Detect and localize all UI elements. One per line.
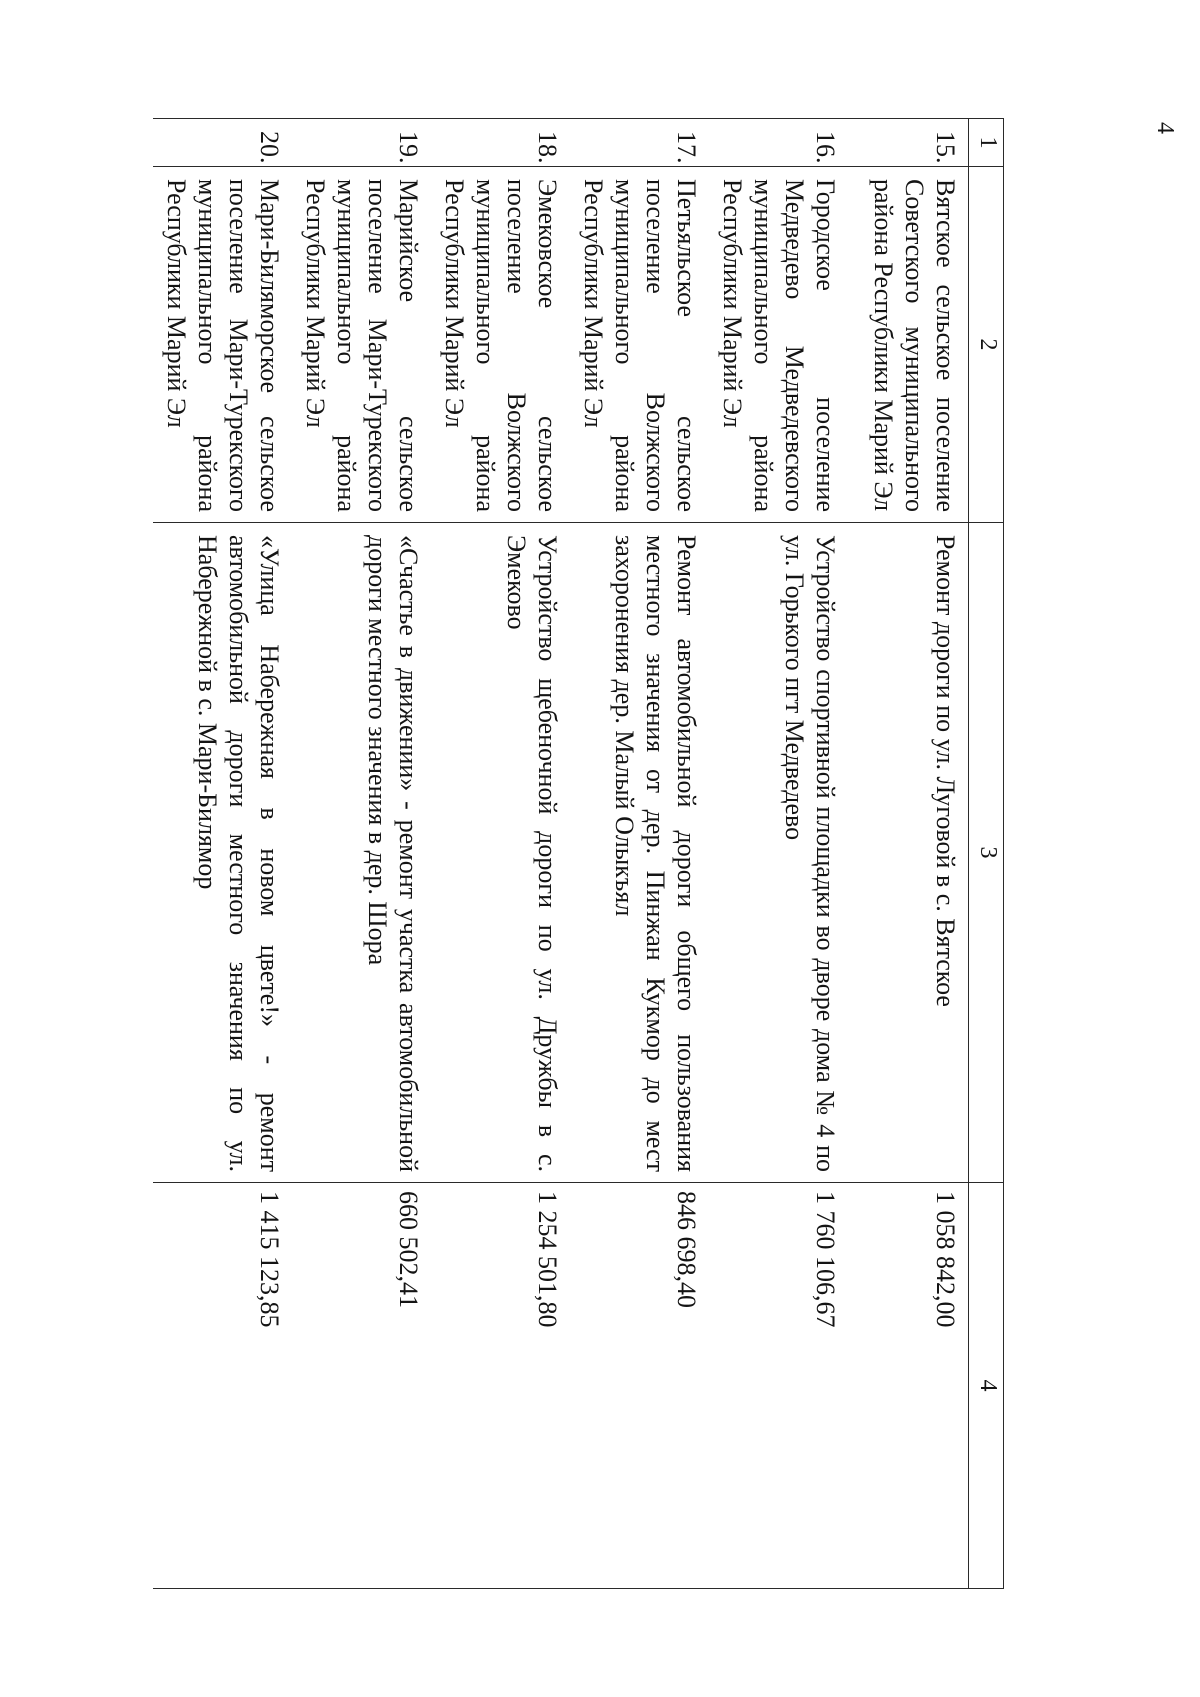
subsidy-amount: 660 502,41 [293, 1183, 432, 1589]
row-number: 15. [849, 119, 969, 167]
column-header-1: 1 [969, 119, 1004, 167]
municipality-name: Мари-Биляморское сельское поселение Мари-Турекского муниципального района Республики Марий Эл [154, 167, 293, 523]
municipality-name: Марийское сельское поселение Мари-Турекского муниципального района Республики Марий Эл [293, 167, 432, 523]
row-number: 20. [154, 119, 293, 167]
column-header-4: 4 [969, 1183, 1004, 1589]
project-description: Ремонт автомобильной дороги общего пользования местного значения от дер. Пинжан Кукмор до мест захоронения дер. Малый Олыкъял [571, 523, 710, 1183]
subsidy-amount: 846 698,40 [571, 1183, 710, 1589]
municipality-name: Петьяльское сельское поселение Волжского муниципального района Республики Марий Эл [571, 167, 710, 523]
row-number: 16. [710, 119, 849, 167]
municipality-name: Вятское сельское поселение Советского муниципального района Республики Марий Эл [849, 167, 969, 523]
subsidy-table [154, 118, 1005, 1589]
table-row [154, 119, 293, 1589]
row-number: 19. [293, 119, 432, 167]
column-header-2: 2 [969, 167, 1004, 523]
project-description: Устройство щебеночной дороги по ул. Дружбы в с. Эмеково [432, 523, 571, 1183]
row-number: 17. [571, 119, 710, 167]
municipality-name: Эмековское сельское поселение Волжского муниципального района Республики Марий Эл [432, 167, 571, 523]
table-row [432, 119, 571, 1589]
column-header-3: 3 [969, 523, 1004, 1183]
table-row [571, 119, 710, 1589]
table-row [849, 119, 969, 1589]
table-header-row [969, 119, 1004, 1589]
subsidy-amount: 1 254 501,80 [432, 1183, 571, 1589]
row-number: 18. [432, 119, 571, 167]
page-number: 4 [1152, 122, 1178, 134]
table-row [293, 119, 432, 1589]
subsidy-amount: 1 760 106,67 [710, 1183, 849, 1589]
project-description: Устройство спортивной площадки во дворе дома № 4 по ул. Горького пгт Медведево [710, 523, 849, 1183]
project-description: «Улица Набережная в новом цвете!» - ремонт автомобильной дороги местного значения по ул. Набережной в с. Мари-Билямор [154, 523, 293, 1183]
project-description: «Счастье в движении» - ремонт участка автомобильной дороги местного значения в дер. Шора [293, 523, 432, 1183]
subsidy-amount: 1 415 123,85 [154, 1183, 293, 1589]
subsidy-amount: 1 058 842,00 [849, 1183, 969, 1589]
municipality-name: Городское поселение Медведево Медведевского муниципального района Республики Марий Эл [710, 167, 849, 523]
project-description: Ремонт дороги по ул. Луговой в с. Вятское [849, 523, 969, 1183]
table-row [710, 119, 849, 1589]
